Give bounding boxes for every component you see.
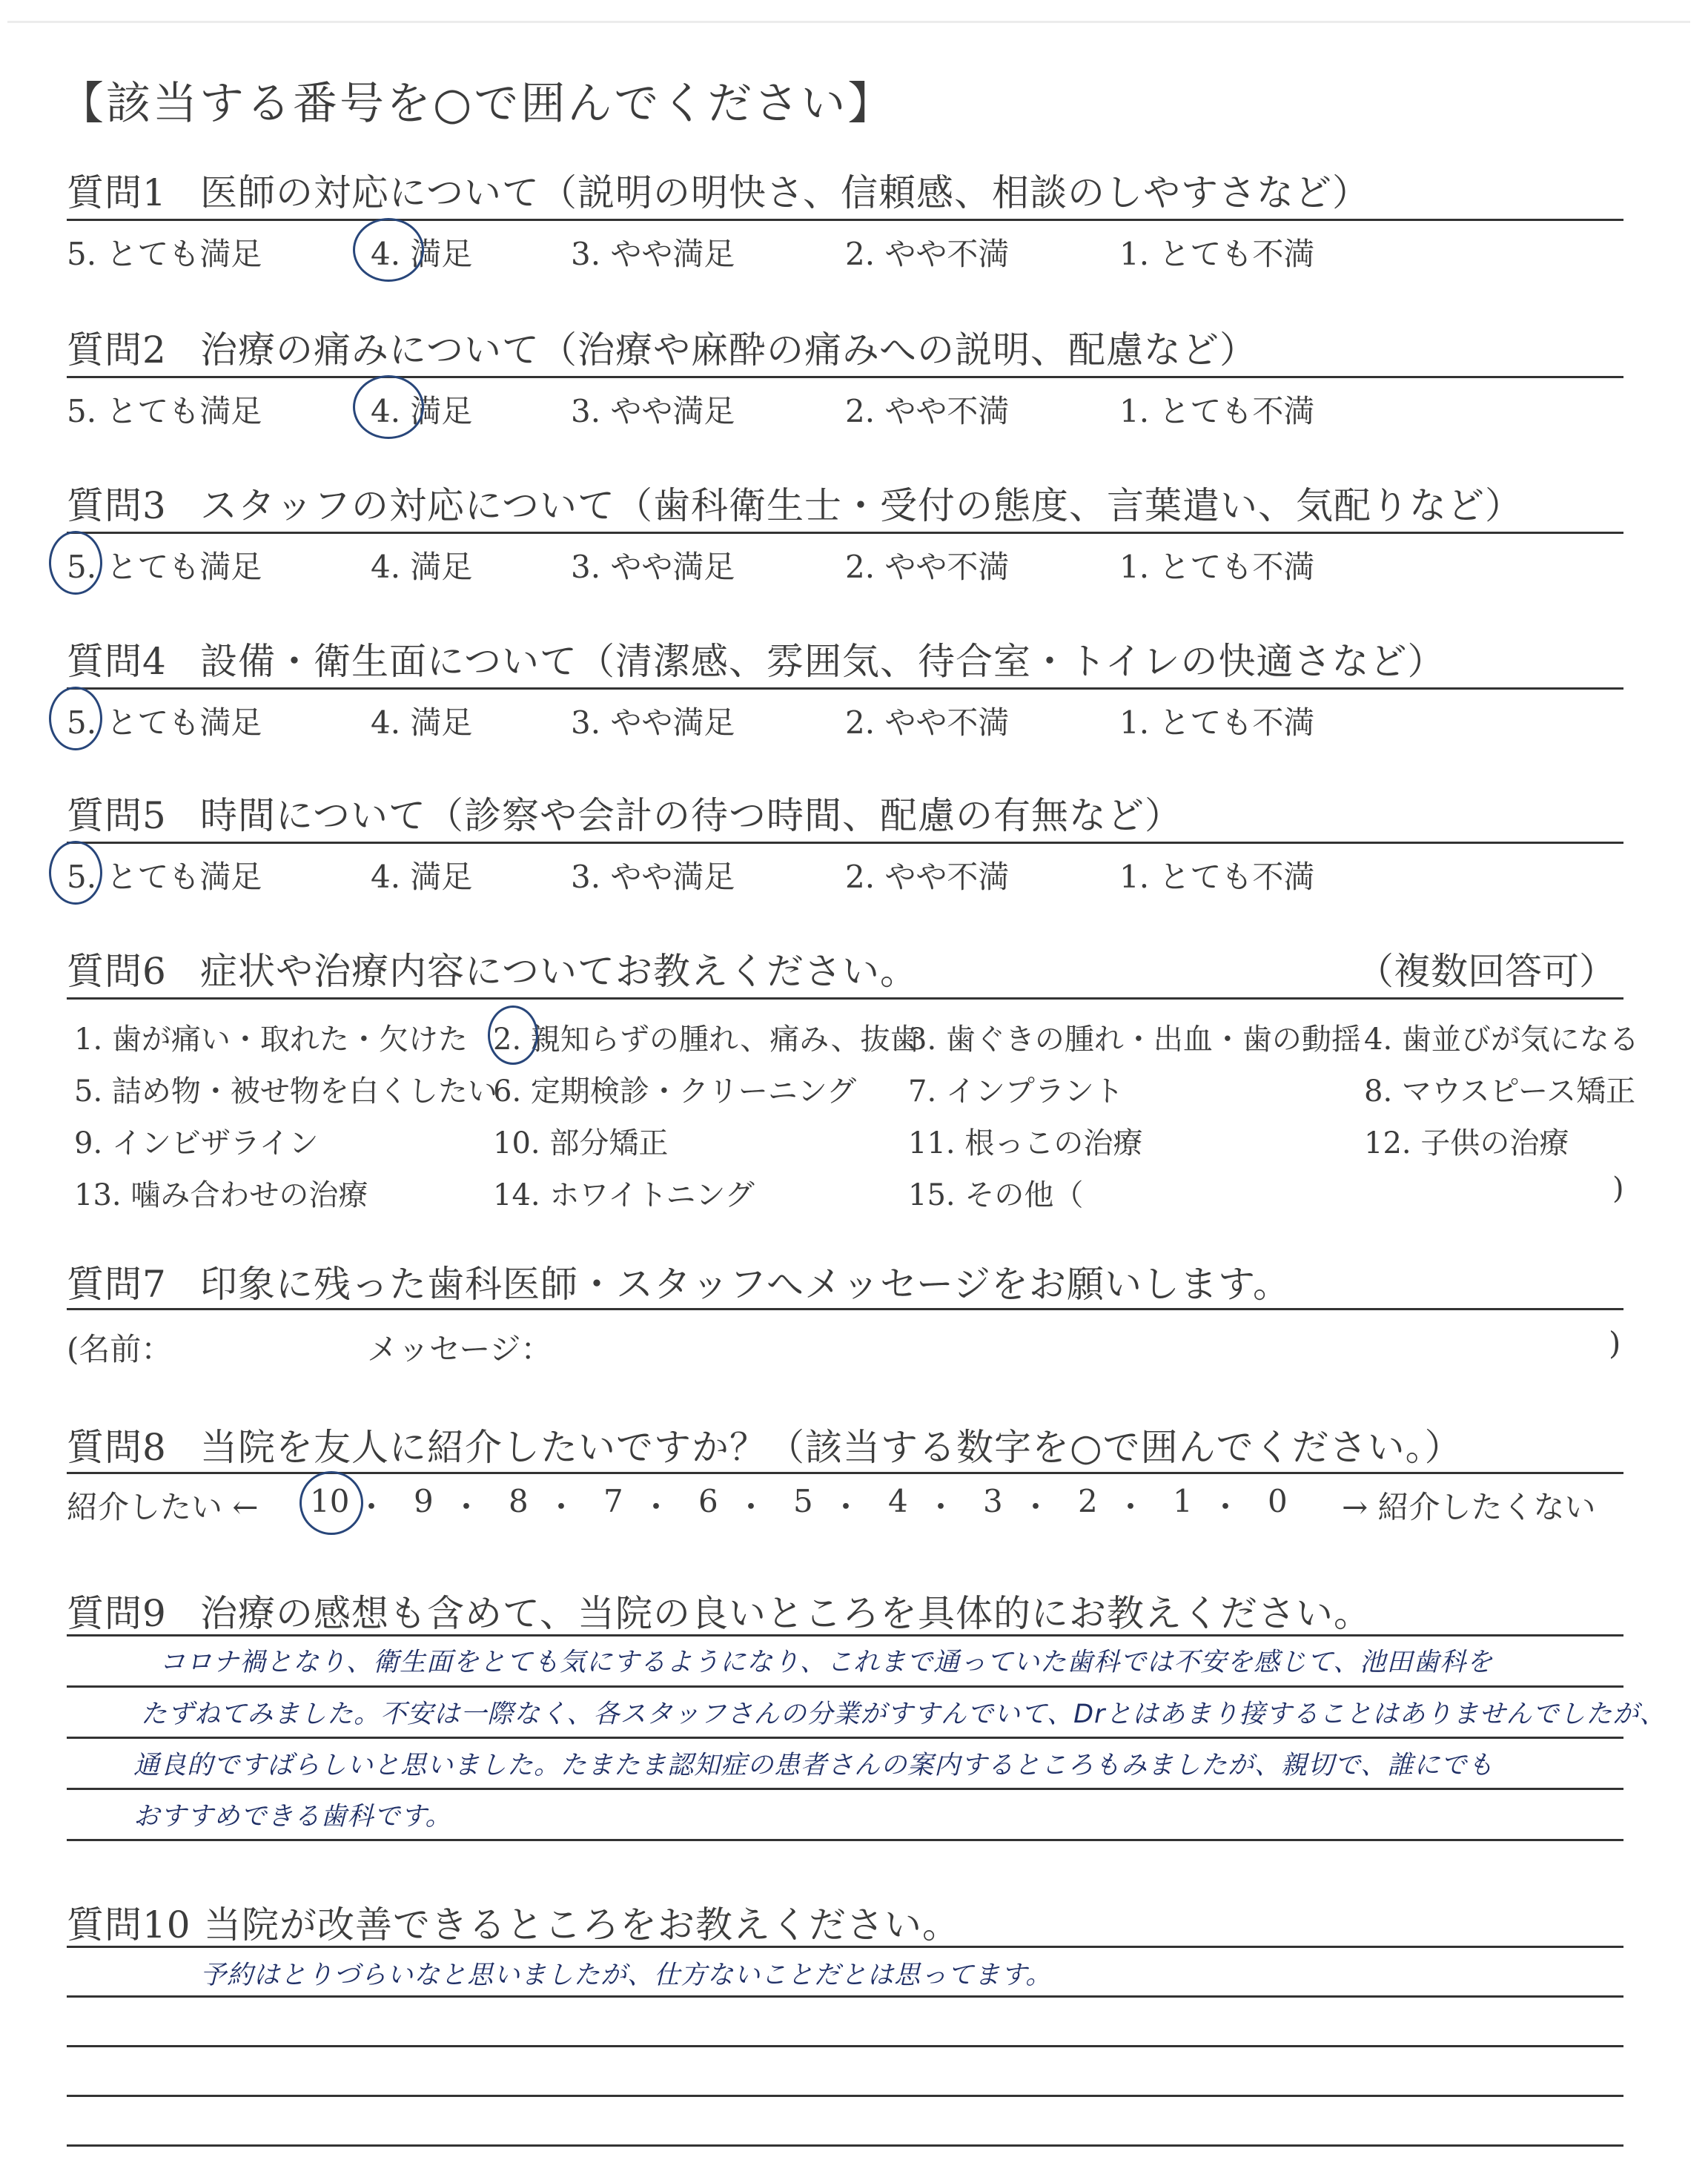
scale-separator: ・ xyxy=(1210,1489,1242,1525)
question-rule xyxy=(67,687,1623,690)
rating-option[interactable]: 4. 満足 xyxy=(371,236,473,272)
question-number: 質問8 xyxy=(67,1426,167,1469)
scale-separator: ・ xyxy=(356,1489,388,1525)
question-number: 質問6 xyxy=(67,950,167,993)
question-number: 質問4 xyxy=(67,640,167,683)
rating-option[interactable]: 2. やや不満 xyxy=(845,859,1010,895)
rating-option[interactable]: 1. とても不満 xyxy=(1119,704,1315,741)
rating-option[interactable]: 2. やや不満 xyxy=(845,549,1010,585)
rating-option[interactable]: 1. とても不満 xyxy=(1119,549,1315,585)
rating-option[interactable]: 1. とても不満 xyxy=(1119,236,1315,272)
rating-option[interactable]: 3. やや満足 xyxy=(571,704,735,741)
rating-option[interactable]: 1. とても不満 xyxy=(1119,859,1315,895)
treatment-option[interactable]: 11. 根っこの治療 xyxy=(908,1126,1143,1160)
answer-line xyxy=(67,2095,1623,2097)
scale-separator: ・ xyxy=(451,1489,483,1525)
handwritten-answer: たずねてみました。不安は一際なく、各スタッフさんの分業がすすんでいて、Drとはあまり接することはありませんでしたが、 xyxy=(141,1700,1666,1729)
question-number: 質問9 xyxy=(67,1592,167,1635)
handwritten-answer: おすすめできる歯科です。 xyxy=(133,1802,452,1832)
scale-separator: ・ xyxy=(640,1489,672,1525)
selection-circle xyxy=(49,687,102,750)
rating-option[interactable]: 5. とても満足 xyxy=(67,859,262,895)
question-title: 時間について（診察や会計の待つ時間、配慮の有無など） xyxy=(200,794,1182,837)
scale-right-label: → 紹介したくない xyxy=(1342,1489,1596,1525)
question-title: 医師の対応について（説明の明快さ、信頼感、相談のしやすさなど） xyxy=(200,171,1370,214)
question-title: スタッフの対応について（歯科衛生士・受付の態度、言葉遣い、気配りなど） xyxy=(200,484,1523,527)
answer-line xyxy=(67,1788,1623,1790)
multiple-answer-note: （複数回答可） xyxy=(1357,950,1616,993)
treatment-option[interactable]: 15. その他（ xyxy=(908,1178,1084,1212)
scale-separator: ・ xyxy=(925,1489,957,1525)
recommendation-scale xyxy=(67,1483,1623,1527)
scale-value[interactable]: 9 xyxy=(414,1483,434,1519)
scan-edge xyxy=(7,0,1690,23)
treatment-option[interactable]: 5. 詰め物・被せ物を白くしたい xyxy=(74,1074,497,1109)
question-title: 印象に残った歯科医師・スタッフへメッセージをお願いします。 xyxy=(200,1263,1291,1306)
answer-line xyxy=(67,1839,1623,1841)
scale-value[interactable]: 6 xyxy=(698,1483,718,1519)
rating-options xyxy=(67,543,1623,587)
treatment-option[interactable]: 1. 歯が痛い・取れた・欠けた xyxy=(74,1023,468,1057)
scale-separator: ・ xyxy=(735,1489,767,1525)
handwritten-answer: 通良的ですばらしいと思いました。たまたま認知症の患者さんの案内するところもみましたが、親切で、誰にでも xyxy=(133,1751,1494,1780)
answer-line xyxy=(67,2045,1623,2047)
question-title: 当院を友人に紹介したいですか？（該当する数字を○で囲んでください。） xyxy=(200,1426,1463,1469)
scale-value[interactable]: 4 xyxy=(888,1483,908,1519)
question-rule xyxy=(67,997,1623,1000)
rating-option[interactable]: 2. やや不満 xyxy=(845,393,1010,429)
question-number: 質問10 xyxy=(67,1903,191,1946)
selection-circle xyxy=(353,375,424,439)
rating-option[interactable]: 2. やや不満 xyxy=(845,236,1010,272)
rating-option[interactable]: 3. やや満足 xyxy=(571,549,735,585)
question-rule xyxy=(67,376,1623,378)
handwritten-answer: コロナ禍となり、衛生面をとても気にするようになり、これまで通っていた歯科では不安を感じて、池田歯科を xyxy=(159,1648,1494,1677)
scale-value[interactable]: 5 xyxy=(793,1483,813,1519)
scale-value[interactable]: 3 xyxy=(983,1483,1003,1519)
rating-option[interactable]: 3. やや満足 xyxy=(571,236,735,272)
selection-circle xyxy=(49,531,102,595)
question-title: 治療の痛みについて（治療や麻酔の痛みへの説明、配慮など） xyxy=(200,328,1257,371)
scale-value[interactable]: 8 xyxy=(509,1483,529,1519)
scale-left-label: 紹介したい ← xyxy=(67,1489,259,1525)
rating-options xyxy=(67,698,1623,743)
answer-line xyxy=(67,1634,1623,1636)
rating-option[interactable]: 4. 満足 xyxy=(371,704,473,741)
treatment-option[interactable]: 10. 部分矯正 xyxy=(493,1126,669,1160)
selection-circle xyxy=(299,1471,363,1535)
question-number: 質問5 xyxy=(67,794,167,837)
treatment-option[interactable]: 14. ホワイトニング xyxy=(493,1178,755,1212)
treatment-option[interactable]: 3. 歯ぐきの腫れ・出血・歯の動揺 xyxy=(908,1023,1361,1057)
handwritten-answer: 予約はとりづらいなと思いましたが、仕方ないことだとは思ってます。 xyxy=(200,1961,1053,1990)
rating-option[interactable]: 5. とても満足 xyxy=(67,393,262,429)
scale-separator: ・ xyxy=(830,1489,862,1525)
question-number: 質問7 xyxy=(67,1263,167,1306)
answer-line xyxy=(67,1737,1623,1739)
question-title: 症状や治療内容についてお教えください。 xyxy=(200,950,918,993)
scale-value[interactable]: 7 xyxy=(603,1483,623,1519)
rating-options xyxy=(67,853,1623,897)
name-label: (名前： xyxy=(67,1331,173,1367)
rating-option[interactable]: 1. とても不満 xyxy=(1119,393,1315,429)
rating-option[interactable]: 4. 満足 xyxy=(371,859,473,895)
rating-option[interactable]: 5. とても満足 xyxy=(67,236,262,272)
question-rule xyxy=(67,532,1623,534)
rating-option[interactable]: 3. やや満足 xyxy=(571,393,735,429)
scale-value[interactable]: 1 xyxy=(1173,1483,1193,1519)
treatment-option[interactable]: 13. 噛み合わせの治療 xyxy=(74,1178,368,1212)
message-label: メッセージ： xyxy=(367,1331,552,1367)
question-title: 当院が改善できるところをお教えください。 xyxy=(204,1903,960,1946)
question-title: 設備・衛生面について（清潔感、雰囲気、待合室・トイレの快適さなど） xyxy=(200,640,1446,683)
selection-circle xyxy=(353,218,424,282)
selection-circle xyxy=(488,1005,538,1065)
page-heading: 【該当する番号を○で囲んでください】 xyxy=(59,78,895,130)
rating-option[interactable]: 4. 満足 xyxy=(371,549,473,585)
treatment-option[interactable]: 12. 子供の治療 xyxy=(1364,1126,1569,1160)
scale-separator: ・ xyxy=(1020,1489,1052,1525)
scale-value[interactable]: 0 xyxy=(1268,1483,1288,1519)
question-rule xyxy=(67,219,1623,221)
question-rule xyxy=(67,842,1623,844)
treatment-option[interactable]: 6. 定期検診・クリーニング xyxy=(493,1074,857,1109)
scale-separator: ・ xyxy=(1115,1489,1147,1525)
treatment-option[interactable]: 8. マウスピース矯正 xyxy=(1364,1074,1636,1109)
answer-line xyxy=(67,1685,1623,1688)
question-rule xyxy=(67,1472,1623,1474)
rating-option[interactable]: 5. とても満足 xyxy=(67,704,262,741)
rating-option[interactable]: 5. とても満足 xyxy=(67,549,262,585)
close-paren: ) xyxy=(1609,1325,1621,1361)
answer-line xyxy=(67,1995,1623,1998)
rating-options xyxy=(67,230,1623,274)
question-rule xyxy=(67,1308,1623,1310)
question-title: 治療の感想も含めて、当院の良いところを具体的にお教えください。 xyxy=(200,1592,1371,1635)
treatment-option[interactable]: 7. インプラント xyxy=(908,1074,1124,1109)
rating-option[interactable]: 2. やや不満 xyxy=(845,704,1010,741)
scale-value[interactable]: 2 xyxy=(1078,1483,1098,1519)
selection-circle xyxy=(49,841,102,905)
question-number: 質問3 xyxy=(67,484,167,527)
rating-option[interactable]: 4. 満足 xyxy=(371,393,473,429)
rating-options xyxy=(67,387,1623,432)
other-close-paren: ) xyxy=(1612,1172,1624,1206)
answer-line xyxy=(67,2144,1623,2147)
question-number: 質問2 xyxy=(67,328,167,371)
scale-value[interactable]: 10 xyxy=(310,1483,350,1519)
treatment-option[interactable]: 2. 親知らずの腫れ、痛み、抜歯 xyxy=(493,1023,920,1057)
question-number: 質問1 xyxy=(67,171,167,214)
answer-line xyxy=(67,1946,1623,1948)
scale-separator: ・ xyxy=(546,1489,577,1525)
treatment-option[interactable]: 4. 歯並びが気になる xyxy=(1364,1023,1639,1057)
treatment-option[interactable]: 9. インビザライン xyxy=(74,1126,319,1160)
rating-option[interactable]: 3. やや満足 xyxy=(571,859,735,895)
